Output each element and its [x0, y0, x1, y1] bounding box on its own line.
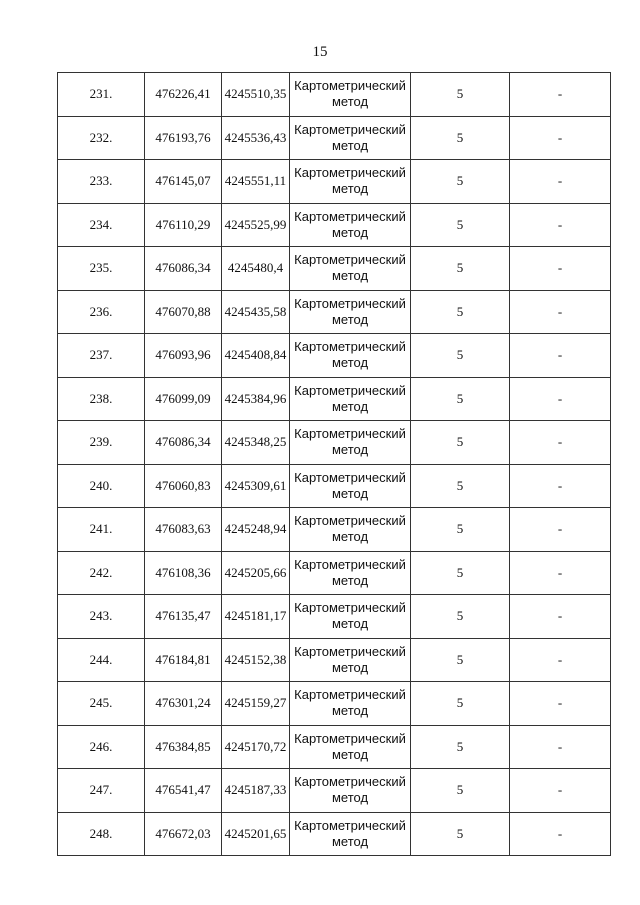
- note-cell: -: [510, 247, 611, 291]
- method-line-2: метод: [331, 355, 369, 371]
- method-line-2: метод: [331, 442, 369, 458]
- x-coordinate-cell: 476384,85: [145, 725, 222, 769]
- y-coordinate-cell: 4245159,27: [222, 682, 290, 726]
- table-row: [58, 421, 611, 465]
- accuracy-cell: 5: [411, 812, 510, 856]
- note-cell: -: [510, 551, 611, 595]
- method-line-2: метод: [331, 94, 369, 110]
- table-row: [58, 769, 611, 813]
- note-cell: -: [510, 73, 611, 117]
- method-cell: [290, 290, 411, 334]
- method-cell: [290, 421, 411, 465]
- method-line-1: Картометрический: [294, 643, 406, 659]
- method-line-1: Картометрический: [294, 817, 406, 833]
- point-number-cell: 247.: [58, 769, 145, 813]
- point-number-cell: 231.: [58, 73, 145, 117]
- point-number-cell: 234.: [58, 203, 145, 247]
- note-cell: -: [510, 769, 611, 813]
- note-cell: -: [510, 421, 611, 465]
- accuracy-cell: 5: [411, 290, 510, 334]
- y-coordinate-cell: 4245181,17: [222, 595, 290, 639]
- method-line-1: Картометрический: [294, 513, 406, 529]
- x-coordinate-cell: 476226,41: [145, 73, 222, 117]
- method-cell: [290, 769, 411, 813]
- method-cell: [290, 812, 411, 856]
- table-row: [58, 116, 611, 160]
- method-line-1: Картометрический: [294, 469, 406, 485]
- method-line-1: Картометрический: [294, 556, 406, 572]
- y-coordinate-cell: 4245187,33: [222, 769, 290, 813]
- note-cell: -: [510, 725, 611, 769]
- method-line-2: метод: [331, 224, 369, 240]
- accuracy-cell: 5: [411, 508, 510, 552]
- method-line-1: Картометрический: [294, 208, 406, 224]
- method-line-2: метод: [331, 703, 369, 719]
- note-cell: -: [510, 638, 611, 682]
- method-line-1: Картометрический: [294, 382, 406, 398]
- accuracy-cell: 5: [411, 116, 510, 160]
- point-number-cell: 246.: [58, 725, 145, 769]
- method-line-1: Картометрический: [294, 295, 406, 311]
- point-number-cell: 235.: [58, 247, 145, 291]
- point-number-cell: 232.: [58, 116, 145, 160]
- method-line-2: метод: [331, 181, 369, 197]
- x-coordinate-cell: 476672,03: [145, 812, 222, 856]
- accuracy-cell: 5: [411, 551, 510, 595]
- x-coordinate-cell: 476108,36: [145, 551, 222, 595]
- method-line-1: Картометрический: [294, 78, 406, 94]
- note-cell: -: [510, 682, 611, 726]
- note-cell: -: [510, 508, 611, 552]
- table-row: [58, 290, 611, 334]
- accuracy-cell: 5: [411, 595, 510, 639]
- y-coordinate-cell: 4245536,43: [222, 116, 290, 160]
- accuracy-cell: 5: [411, 247, 510, 291]
- note-cell: -: [510, 160, 611, 204]
- table-row: [58, 638, 611, 682]
- method-line-2: метод: [331, 485, 369, 501]
- accuracy-cell: 5: [411, 203, 510, 247]
- accuracy-cell: 5: [411, 638, 510, 682]
- accuracy-cell: 5: [411, 682, 510, 726]
- y-coordinate-cell: 4245152,38: [222, 638, 290, 682]
- point-number-cell: 238.: [58, 377, 145, 421]
- method-line-1: Картометрический: [294, 339, 406, 355]
- method-line-2: метод: [331, 659, 369, 675]
- point-number-cell: 236.: [58, 290, 145, 334]
- x-coordinate-cell: 476093,96: [145, 334, 222, 378]
- method-line-1: Картометрический: [294, 165, 406, 181]
- point-number-cell: 237.: [58, 334, 145, 378]
- method-cell: [290, 638, 411, 682]
- point-number-cell: 243.: [58, 595, 145, 639]
- accuracy-cell: 5: [411, 769, 510, 813]
- table-row: [58, 595, 611, 639]
- table-row: [58, 725, 611, 769]
- method-cell: [290, 160, 411, 204]
- method-cell: [290, 73, 411, 117]
- method-line-2: метод: [331, 746, 369, 762]
- accuracy-cell: 5: [411, 377, 510, 421]
- method-line-1: Картометрический: [294, 774, 406, 790]
- y-coordinate-cell: 4245384,96: [222, 377, 290, 421]
- method-cell: [290, 247, 411, 291]
- x-coordinate-cell: 476135,47: [145, 595, 222, 639]
- y-coordinate-cell: 4245480,4: [222, 247, 290, 291]
- y-coordinate-cell: 4245309,61: [222, 464, 290, 508]
- y-coordinate-cell: 4245170,72: [222, 725, 290, 769]
- method-line-1: Картометрический: [294, 121, 406, 137]
- method-cell: [290, 725, 411, 769]
- table-row: [58, 812, 611, 856]
- page-number: 15: [312, 44, 328, 60]
- table-row: [58, 203, 611, 247]
- method-cell: [290, 595, 411, 639]
- method-line-1: Картометрический: [294, 730, 406, 746]
- note-cell: -: [510, 334, 611, 378]
- y-coordinate-cell: 4245348,25: [222, 421, 290, 465]
- note-cell: -: [510, 203, 611, 247]
- accuracy-cell: 5: [411, 334, 510, 378]
- note-cell: -: [510, 377, 611, 421]
- coordinates-table: [57, 72, 611, 856]
- method-cell: [290, 116, 411, 160]
- y-coordinate-cell: 4245510,35: [222, 73, 290, 117]
- y-coordinate-cell: 4245525,99: [222, 203, 290, 247]
- table-row: [58, 377, 611, 421]
- accuracy-cell: 5: [411, 725, 510, 769]
- table-row: [58, 551, 611, 595]
- method-cell: [290, 551, 411, 595]
- y-coordinate-cell: 4245435,58: [222, 290, 290, 334]
- x-coordinate-cell: 476070,88: [145, 290, 222, 334]
- accuracy-cell: 5: [411, 73, 510, 117]
- method-line-2: метод: [331, 311, 369, 327]
- table-row: [58, 73, 611, 117]
- y-coordinate-cell: 4245201,65: [222, 812, 290, 856]
- x-coordinate-cell: 476110,29: [145, 203, 222, 247]
- method-cell: [290, 203, 411, 247]
- method-line-2: метод: [331, 268, 369, 284]
- note-cell: -: [510, 116, 611, 160]
- note-cell: -: [510, 464, 611, 508]
- y-coordinate-cell: 4245205,66: [222, 551, 290, 595]
- table-row: [58, 160, 611, 204]
- method-line-2: метод: [331, 616, 369, 632]
- note-cell: -: [510, 812, 611, 856]
- accuracy-cell: 5: [411, 160, 510, 204]
- point-number-cell: 239.: [58, 421, 145, 465]
- x-coordinate-cell: 476541,47: [145, 769, 222, 813]
- method-line-1: Картометрический: [294, 600, 406, 616]
- y-coordinate-cell: 4245248,94: [222, 508, 290, 552]
- method-line-2: метод: [331, 137, 369, 153]
- point-number-cell: 233.: [58, 160, 145, 204]
- coordinates-table-body: [58, 73, 611, 856]
- method-cell: [290, 334, 411, 378]
- method-line-1: Картометрический: [294, 252, 406, 268]
- method-cell: [290, 508, 411, 552]
- accuracy-cell: 5: [411, 421, 510, 465]
- method-line-1: Картометрический: [294, 426, 406, 442]
- method-cell: [290, 377, 411, 421]
- method-cell: [290, 464, 411, 508]
- x-coordinate-cell: 476099,09: [145, 377, 222, 421]
- table-row: [58, 508, 611, 552]
- method-line-2: метод: [331, 398, 369, 414]
- x-coordinate-cell: 476086,34: [145, 247, 222, 291]
- table-row: [58, 682, 611, 726]
- method-cell: [290, 682, 411, 726]
- table-row: [58, 464, 611, 508]
- x-coordinate-cell: 476184,81: [145, 638, 222, 682]
- note-cell: -: [510, 595, 611, 639]
- point-number-cell: 242.: [58, 551, 145, 595]
- x-coordinate-cell: 476060,83: [145, 464, 222, 508]
- y-coordinate-cell: 4245551,11: [222, 160, 290, 204]
- point-number-cell: 244.: [58, 638, 145, 682]
- x-coordinate-cell: 476145,07: [145, 160, 222, 204]
- accuracy-cell: 5: [411, 464, 510, 508]
- point-number-cell: 241.: [58, 508, 145, 552]
- point-number-cell: 245.: [58, 682, 145, 726]
- note-cell: -: [510, 290, 611, 334]
- method-line-1: Картометрический: [294, 687, 406, 703]
- x-coordinate-cell: 476083,63: [145, 508, 222, 552]
- y-coordinate-cell: 4245408,84: [222, 334, 290, 378]
- method-line-2: метод: [331, 790, 369, 806]
- table-row: [58, 334, 611, 378]
- x-coordinate-cell: 476301,24: [145, 682, 222, 726]
- point-number-cell: 240.: [58, 464, 145, 508]
- x-coordinate-cell: 476193,76: [145, 116, 222, 160]
- x-coordinate-cell: 476086,34: [145, 421, 222, 465]
- table-row: [58, 247, 611, 291]
- method-line-2: метод: [331, 529, 369, 545]
- method-line-2: метод: [331, 572, 369, 588]
- method-line-2: метод: [331, 833, 369, 849]
- point-number-cell: 248.: [58, 812, 145, 856]
